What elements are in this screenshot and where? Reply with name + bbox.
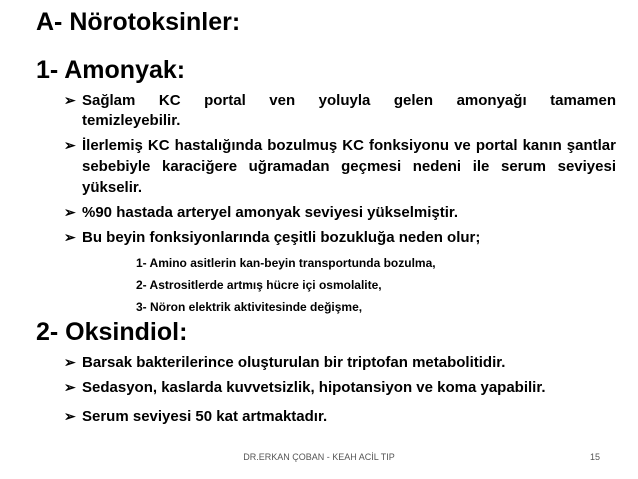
arrow-bullet-icon: ➢ bbox=[64, 379, 76, 395]
amonyak-bullet-list bbox=[64, 90, 616, 248]
list-item bbox=[64, 90, 616, 111]
list-item bbox=[64, 406, 616, 427]
list-item bbox=[64, 135, 616, 198]
section-heading-oksindiol: 2- Oksindiol: bbox=[36, 318, 188, 346]
page-number: 15 bbox=[589, 452, 600, 462]
slide-title: A- Nörotoksinler: bbox=[36, 8, 241, 36]
arrow-bullet-icon: ➢ bbox=[64, 354, 76, 370]
oksindiol-bullet-list bbox=[64, 352, 616, 427]
bullet-text: Sağlam KC portal ven yoluyla gelen amonyağı tamamen bbox=[82, 92, 616, 109]
arrow-bullet-icon: ➢ bbox=[64, 229, 76, 245]
arrow-bullet-icon: ➢ bbox=[64, 408, 76, 424]
list-item bbox=[64, 352, 616, 373]
list-item: 1- Amino asitlerin kan-beyin transportunda bozulma, bbox=[136, 256, 436, 270]
section-heading-amonyak: 1- Amonyak: bbox=[36, 56, 186, 84]
bullet-text: %90 hastada arteryel amonyak seviyesi yükselmiştir. bbox=[82, 204, 459, 221]
amonyak-sub-list bbox=[136, 252, 436, 318]
bullet-text: İlerlemiş KC hastalığında bozulmuş KC fonksiyonu ve portal kanın şantlar sebebiyle karaciğere uğramadan geçmesi nedeni ile serum seviyesi yükselir. bbox=[82, 137, 616, 196]
bullet-text: Sedasyon, kaslarda kuvvetsizlik, hipotansiyon ve koma yapabilir. bbox=[82, 379, 546, 396]
footer-author: DR.ERKAN ÇOBAN - KEAH ACİL TIP bbox=[243, 452, 395, 462]
arrow-bullet-icon: ➢ bbox=[64, 137, 76, 153]
list-item bbox=[64, 202, 616, 223]
bullet-text: Serum seviyesi 50 kat artmaktadır. bbox=[82, 408, 328, 425]
arrow-bullet-icon: ➢ bbox=[64, 92, 76, 108]
list-item bbox=[64, 227, 616, 248]
list-item: 2- Astrositlerde artmış hücre içi osmolalite, bbox=[136, 278, 382, 292]
list-item: 3- Nöron elektrik aktivitesinde değişme, bbox=[136, 300, 363, 314]
list-item bbox=[64, 110, 616, 131]
arrow-bullet-icon: ➢ bbox=[64, 204, 76, 220]
list-item bbox=[64, 377, 616, 398]
bullet-text: temizleyebilir. bbox=[82, 112, 181, 129]
bullet-text: Barsak bakterilerince oluşturulan bir triptofan metabolitidir. bbox=[82, 354, 506, 371]
bullet-text: Bu beyin fonksiyonlarında çeşitli bozukluğa neden olur; bbox=[82, 229, 481, 246]
